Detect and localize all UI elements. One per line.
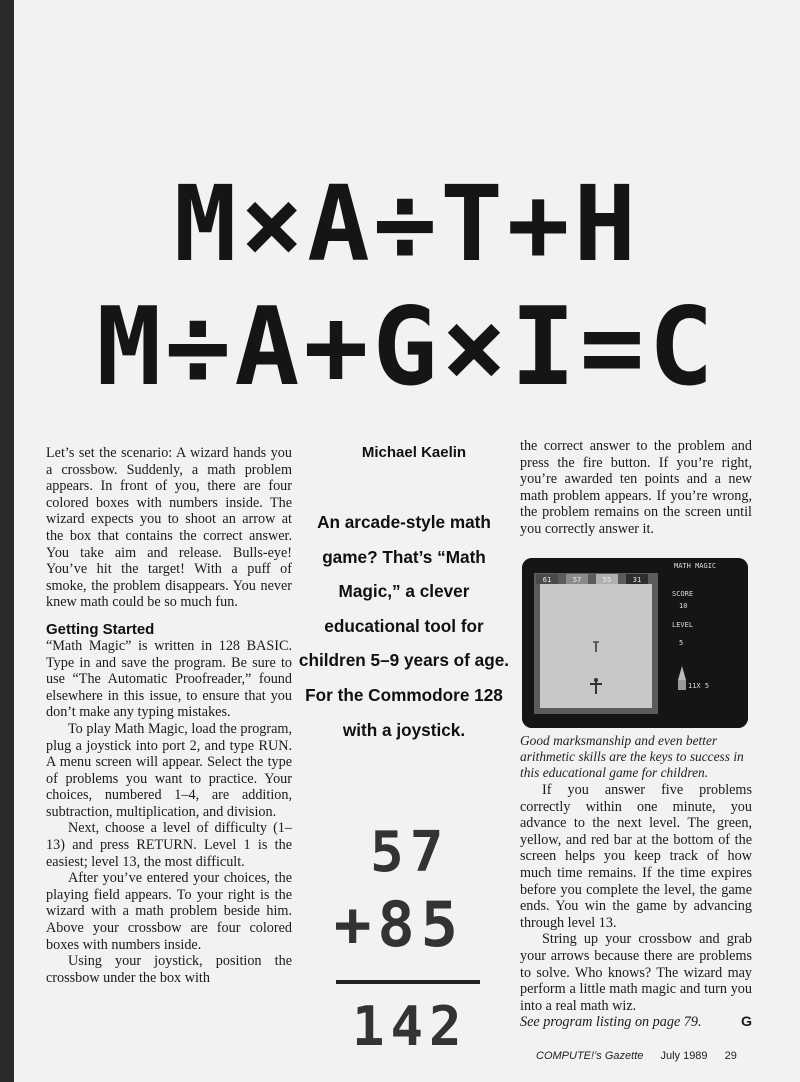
body-paragraph: If you answer five problems correctly within one minute, you advance to the next level. The green, yellow, and red bar at the bottom of the screen helps you keep track of how much time remains. If the time expires before you complete the level, the game ends. You win the game by advancing through level 13. <box>520 782 752 931</box>
page-footer <box>536 1050 766 1062</box>
body-paragraph: “Math Magic” is written in 128 BASIC. Type in and save the program. Be sure to use “The Automatic Proofreader,” found elsewhere in this issue, to ensure that you don’t make any typing mistakes. <box>46 637 292 721</box>
title-line-2: M÷A+G×I=C <box>96 285 718 410</box>
target-box-number: 31 <box>632 576 642 584</box>
listing-line <box>520 1014 752 1031</box>
intro-paragraph: Let’s set the scenario: A wizard hands you a crossbow. Suddenly, a math problem appears. In front of you, there are four colored boxes with numbers inside. The wizard expects you to shoot an arrow at the box that contains the correct answer. You take aim and release. Bulls-eye! You’ve hit the target! With a puff of smoke, the problem disappears. You never knew math could be so much fun. <box>46 445 292 611</box>
game-title: MATH MAGIC <box>674 562 717 570</box>
column-left <box>46 445 292 986</box>
wizard-problem: 11X 5 <box>688 682 710 690</box>
level-value: 5 <box>679 639 684 647</box>
end-mark: G <box>740 1014 752 1031</box>
magazine-page <box>14 0 800 1082</box>
target-box-number: 61 <box>542 576 552 584</box>
screenshot-caption: Good marksmanship and even better arithmetic skills are the keys to success in this educational game for children. <box>520 733 744 781</box>
level-label: LEVEL <box>672 621 694 629</box>
body-paragraph: To play Math Magic, load the program, plug a joystick into port 2, and type RUN. A menu screen will appear. Select the type of problems you want to practice. Your choices, numbered 1–4, are addition, subtraction, multiplication, and division. <box>46 720 292 820</box>
score-value: 10 <box>679 602 688 610</box>
article-deck: An arcade-style math game? That’s “Math Magic,” a clever educational tool for children 5–9 years of age. For the Commodore 128 with a joystick. <box>298 512 510 740</box>
game-screen-svg <box>522 558 748 728</box>
column-right <box>520 438 752 538</box>
target-box-number: 55 <box>602 576 612 584</box>
body-paragraph: String up your crossbow and grab your arrows because there are problems to solve. Who knows? The wizard may perform a little math magic and turn you into a real math wiz. <box>520 931 752 1014</box>
game-screenshot <box>522 558 748 728</box>
author-byline: Michael Kaelin <box>361 444 467 461</box>
page-number: 29 <box>724 1050 737 1062</box>
title-line-1: M×A÷T+H <box>173 163 641 285</box>
body-paragraph: Using your joystick, position the crossbow under the box with <box>46 953 292 986</box>
listing-reference: See program listing on page 79. <box>520 1014 702 1031</box>
target-box-number: 57 <box>572 576 582 584</box>
math-sum-line <box>336 980 480 984</box>
body-paragraph: After you’ve entered your choices, the playing field appears. To your right is the wizard with a math problem beside him. Above your crossbow are four colored boxes with numbers inside. <box>46 870 292 953</box>
magazine-name: COMPUTE!’s Gazette <box>536 1050 644 1062</box>
math-sum: 142 <box>352 995 468 1058</box>
column-right-lower <box>520 782 752 1031</box>
section-heading: Getting Started <box>46 620 155 638</box>
body-paragraph: Next, choose a level of difficulty (1–13) and press RETURN. Level 1 is the easiest; level 13, the most difficult. <box>46 820 292 870</box>
score-label: SCORE <box>672 590 694 598</box>
math-addend-2: +85 <box>334 888 464 961</box>
math-addend-1: 57 <box>370 820 450 885</box>
issue-date: July 1989 <box>660 1050 708 1062</box>
body-paragraph: the correct answer to the problem and press the fire button. If you’re right, you’re awarded ten points and a new math problem appears. If you’re wrong, the problem remains on the screen until you correctly answer it. <box>520 438 752 537</box>
